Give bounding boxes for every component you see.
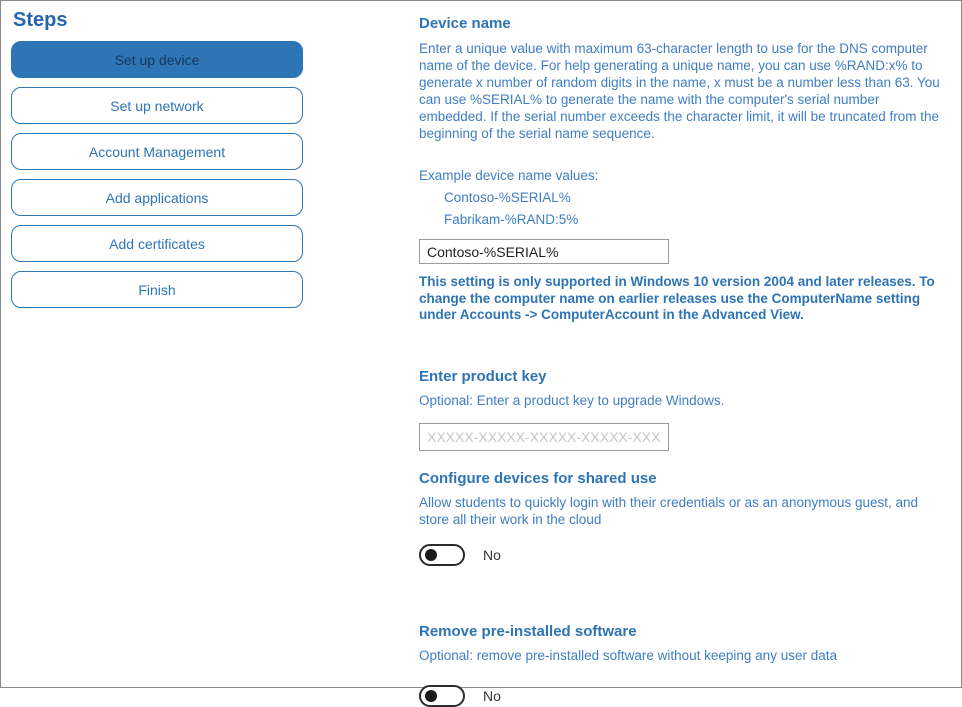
- remove-software-toggle-row: [419, 685, 949, 707]
- shared-use-description: Allow students to quickly login with their credentials or as an anonymous guest, and store all their work in the cloud: [419, 494, 919, 527]
- device-name-heading: Device name: [419, 15, 511, 32]
- sidebar-item-account-management[interactable]: Account Management: [11, 133, 303, 170]
- shared-use-toggle-row: [419, 544, 949, 566]
- product-key-description: Optional: Enter a product key to upgrade Windows.: [419, 392, 725, 408]
- remove-software-toggle-label: No: [483, 687, 501, 704]
- remove-software-toggle[interactable]: [419, 685, 465, 707]
- toggle-knob-icon: [425, 690, 437, 702]
- sidebar-item-finish[interactable]: Finish: [11, 271, 303, 308]
- remove-software-description: Optional: remove pre-installed software without keeping any user data: [419, 647, 837, 663]
- remove-software-heading: Remove pre-installed software: [419, 622, 637, 640]
- sidebar-item-set-up-network[interactable]: Set up network: [11, 87, 303, 124]
- example-value: Contoso-%SERIAL%: [444, 190, 571, 205]
- settings-panel: [419, 1, 949, 707]
- sidebar-item-set-up-device[interactable]: Set up device: [11, 41, 303, 78]
- shared-use-heading: Configure devices for shared use: [419, 469, 657, 487]
- toggle-knob-icon: [425, 549, 437, 561]
- example-value: Fabrikam-%RAND:5%: [444, 212, 579, 227]
- example-values-label: Example device name values:: [419, 168, 599, 183]
- device-name-description: Enter a unique value with maximum 63-character length to use for the DNS computer name of the device. For help generating a unique name, you can use %RAND:x% to generate x number of random digits in the name, x must be a number less than 63. You can use %SERIAL% to generate the name with the computer's serial number embedded. If the serial number exceeds the character limit, it will be truncated from the beginning of the serial name sequence.: [419, 41, 940, 141]
- device-name-input[interactable]: [419, 239, 669, 264]
- device-name-note: This setting is only supported in Windows 10 version 2004 and later releases. To change the computer name on earlier releases use the ComputerName setting under Accounts -> ComputerAccount in the Advanced View.: [419, 274, 935, 322]
- sidebar-item-add-applications[interactable]: Add applications: [11, 179, 303, 216]
- product-key-heading: Enter product key: [419, 367, 547, 385]
- shared-use-toggle[interactable]: [419, 544, 465, 566]
- steps-sidebar: [11, 1, 303, 317]
- steps-heading: Steps: [13, 9, 68, 31]
- product-key-input[interactable]: [419, 423, 669, 451]
- sidebar-item-add-certificates[interactable]: Add certificates: [11, 225, 303, 262]
- steps-list: [11, 41, 303, 308]
- shared-use-toggle-label: No: [483, 546, 501, 563]
